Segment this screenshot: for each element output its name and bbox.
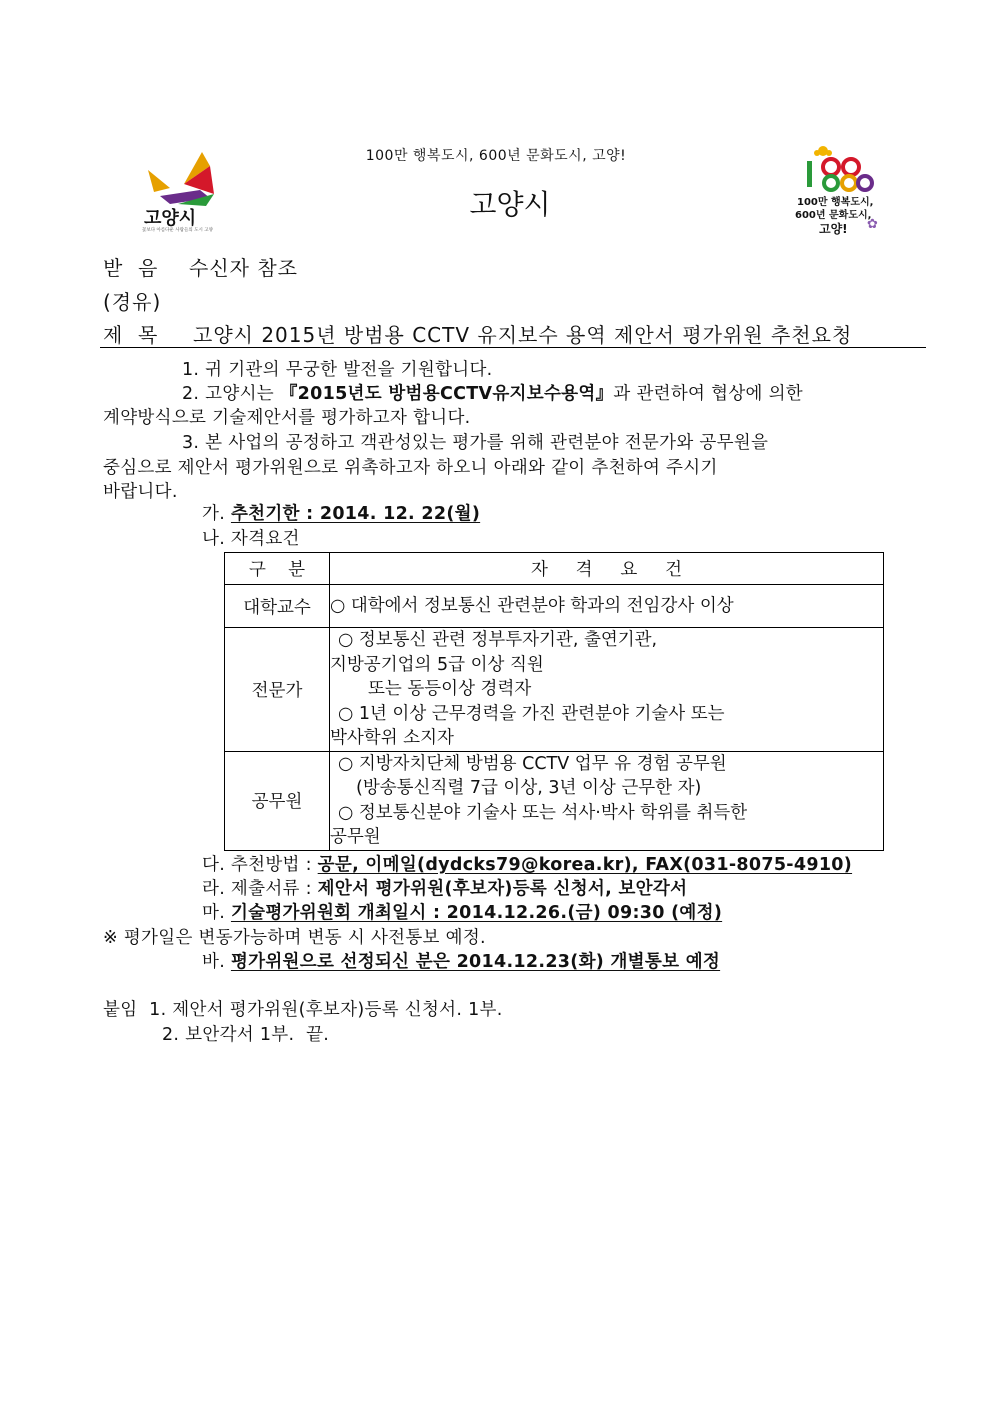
requirement-line: ○ 정보통신분야 기술사 또는 석사·박사 학위를 취득한: [338, 802, 748, 823]
item-deadline-value: 추천기한 : 2014. 12. 22(월): [230, 504, 481, 524]
paragraph-3-line2: 중심으로 제안서 평가위원으로 위촉하고자 하오니 아래와 같이 추천하여 주시기: [103, 458, 718, 478]
item-notification-value: 평가위원으로 선정되신 분은 2014.12.23(화) 개별통보 예정: [230, 952, 721, 972]
item-deadline-label: 가.: [202, 504, 231, 524]
right-logo-line1: 100만 행복도시,: [797, 197, 874, 208]
table-row-category: 공무원: [225, 751, 330, 850]
table-row-requirement: [330, 628, 884, 752]
left-logo-name: 고양시: [144, 208, 197, 229]
paragraph-2-line2: 계약방식으로 기술제안서를 평가하고자 합니다.: [103, 408, 471, 428]
subject-value: 고양시 2015년 방범용 CCTV 유지보수 용역 제안서 평가위원 추천요청: [193, 323, 853, 347]
paragraph-1: 1. 귀 기관의 무궁한 발전을 기원합니다.: [182, 360, 493, 380]
table-row-category: 대학교수: [225, 585, 330, 628]
requirement-line: 공무원: [330, 827, 381, 847]
item-method-label: 다. 추천방법 :: [202, 855, 318, 875]
requirement-line: ○ 지방자치단체 방범용 CCTV 업무 유 경험 공무원: [338, 753, 727, 774]
item-notification: [202, 948, 720, 973]
paragraph-2-prefix: 2. 고양시는: [182, 384, 280, 404]
left-logo-tagline: 꽃보다 아름다운 사람들의 도시 고양: [142, 228, 213, 233]
paragraph-3-line1: 3. 본 사업의 공정하고 객관성있는 평가를 위해 관련분야 전문가와 공무원을: [182, 433, 769, 453]
item-meeting: [202, 899, 722, 924]
schedule-note: ※ 평가일은 변동가능하며 변동 시 사전통보 예정.: [103, 928, 486, 948]
subject-line: [103, 319, 852, 348]
flower-number-emblem-icon: [795, 143, 895, 193]
subject-divider: [100, 347, 926, 348]
organization-title: 고양시: [469, 188, 551, 221]
paragraph-2-suffix: 과 관련하여 협상에 의한: [613, 384, 804, 404]
item-method-value: 공문, 이메일(dydcks79@korea.kr), FAX(031-8075-4910): [317, 855, 853, 875]
item-documents-value: 제안서 평가위원(후보자)등록 신청서, 보안각서: [317, 879, 688, 899]
table-row-requirement: ○ 대학에서 정보통신 관련분야 학과의 전임강사 이상: [330, 585, 884, 628]
subject-label: 제 목: [103, 323, 159, 347]
goyang-city-logo: [140, 148, 230, 238]
item-method: [202, 851, 852, 876]
via-label: (경유): [103, 290, 162, 314]
requirement-line: ○ 정보통신 관련 정부투자기관, 출연기관,: [338, 630, 658, 650]
project-name: 『2015년도 방범용CCTV유지보수용역』: [279, 384, 614, 404]
paragraph-3-line3: 바랍니다.: [103, 482, 178, 502]
recipient-value: 수신자 참조: [189, 256, 298, 280]
table-header-requirements: 자 격 요 건: [330, 553, 884, 585]
item-notification-label: 바.: [202, 952, 231, 972]
item-documents: [202, 875, 687, 900]
million-city-logo: [795, 143, 895, 238]
attachment-2: 2. 보안각서 1부. 끝.: [162, 1025, 330, 1045]
requirement-line: ○ 1년 이상 근무경력을 가진 관련분야 기술사 또는: [338, 703, 725, 724]
right-logo-line2: 600년 문화도시,: [795, 210, 872, 221]
item-meeting-label: 마.: [202, 903, 231, 923]
requirement-line: (방송통신직렬 7급 이상, 3년 이상 근무한 자): [356, 778, 702, 798]
table-header-category: 구 분: [225, 553, 330, 585]
requirement-line: 또는 동등이상 경력자: [368, 679, 532, 699]
table-row-category: 전문가: [225, 628, 330, 752]
recipient-label: 받 음: [103, 256, 159, 280]
recipient-line: [103, 252, 298, 281]
header-slogan: 100만 행복도시, 600년 문화도시, 고양!: [365, 148, 627, 164]
item-meeting-value: 기술평가위원회 개최일시 : 2014.12.26.(금) 09:30 (예정): [230, 903, 723, 923]
qualifications-table: [224, 552, 884, 851]
paragraph-2-line1: [182, 380, 803, 405]
item-deadline: [202, 500, 480, 525]
item-qualifications: 나. 자격요건: [202, 529, 300, 549]
requirement-line: 박사학위 소지자: [330, 728, 454, 748]
item-documents-label: 라. 제출서류 :: [202, 879, 318, 899]
table-row-requirement: [330, 751, 884, 850]
requirement-line: 지방공기업의 5급 이상 직원: [330, 654, 544, 675]
attachment-1: 붙임 1. 제안서 평가위원(후보자)등록 신청서. 1부.: [103, 1000, 503, 1020]
right-logo-line3: 고양!: [819, 222, 848, 236]
flower-icon: ✿: [867, 217, 878, 232]
